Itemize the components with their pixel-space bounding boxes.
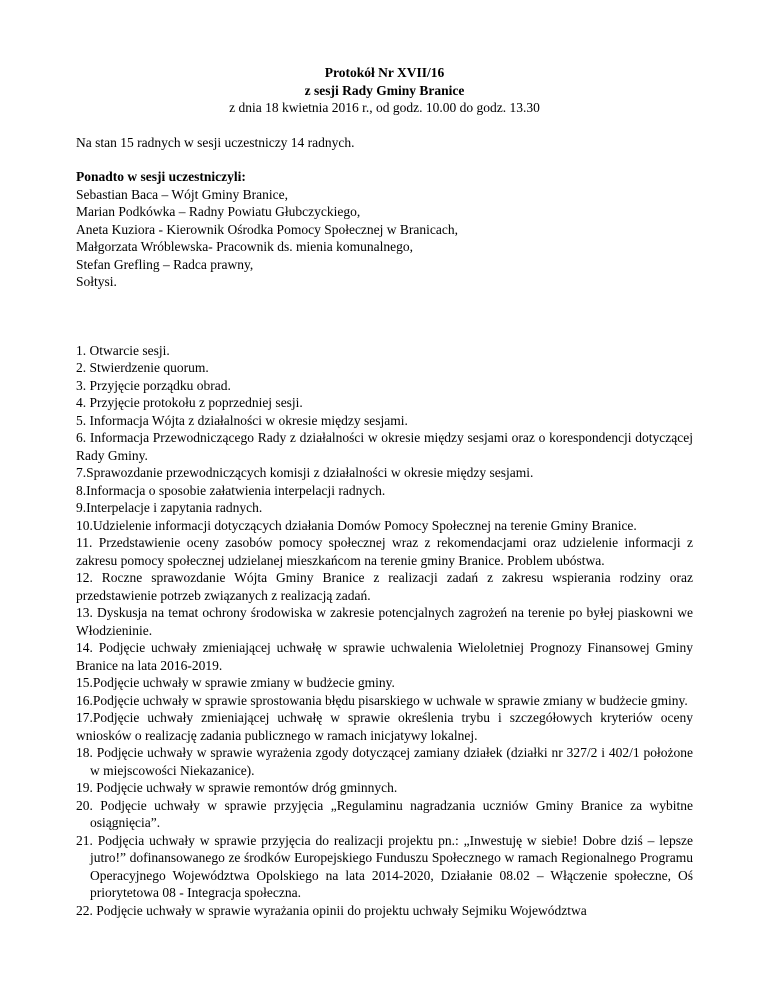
- participant-item: Sołtysi.: [76, 274, 117, 289]
- agenda-item: 5. Informacja Wójta z działalności w okresie między sesjami.: [76, 412, 408, 428]
- agenda-list: [76, 342, 693, 920]
- agenda-item: 11. Przedstawienie oceny zasobów pomocy społecznej wraz z rekomendacjami oraz udzielenie informacji z zakresu pomocy społecznej udzielanej mieszkańcom na terenie gminy Branice. Problem ubóstwa.: [76, 535, 693, 568]
- agenda-item: 13. Dyskusja na temat ochrony środowiska w zakresie potencjalnych zagrożeń na terenie po byłej piaskowni we Włodzieninie.: [76, 605, 693, 638]
- agenda-item: 6. Informacja Przewodniczącego Rady z działalności w okresie między sesjami oraz o korespondencji dotyczącej Rady Gminy.: [76, 430, 693, 463]
- agenda-item: 9.Interpelacje i zapytania radnych.: [76, 500, 263, 515]
- agenda-item: 8.Informacja o sposobie załatwienia interpelacji radnych.: [76, 482, 386, 498]
- participant-item: Stefan Grefling – Radca prawny,: [76, 256, 254, 272]
- agenda-item: 22. Podjęcie uchwały w sprawie wyrażania opinii do projektu uchwały Sejmiku Województwa: [76, 902, 587, 918]
- participants-section: [76, 168, 693, 291]
- document-page: [76, 64, 693, 919]
- agenda-item: 17.Podjęcie uchwały zmieniającej uchwałę w sprawie określenia trybu i szczegółowych kryteriów oceny wniosków o realizację zadania publicznego w ramach inicjatywy lokalnej.: [76, 710, 693, 743]
- agenda-item: 1. Otwarcie sesji.: [76, 342, 170, 358]
- agenda-item: 3. Przyjęcie porządku obrad.: [76, 377, 231, 393]
- agenda-item: 20. Podjęcie uchwały w sprawie przyjęcia „Regulaminu nagradzania uczniów Gminy Branice za wybitne osiągnięcia”.: [76, 797, 693, 830]
- participant-item: Marian Podkówka – Radny Powiatu Głubczyckiego,: [76, 204, 361, 219]
- document-header: [76, 64, 693, 117]
- agenda-item: 15.Podjęcie uchwały w sprawie zmiany w budżecie gminy.: [76, 675, 395, 690]
- agenda-item: 18. Podjęcie uchwały w sprawie wyrażenia zgody dotyczącej zamiany działek (działki nr 327/2 i 402/1 położone w miejscowości Niekazanice).: [76, 745, 693, 778]
- agenda-item: 12. Roczne sprawozdanie Wójta Gminy Branice z realizacji zadań z zakresu wspierania rodziny oraz przedstawienie potrzeb związanych z realizacją zadań.: [76, 570, 693, 603]
- session-date: z dnia 18 kwietnia 2016 r., od godz. 10.00 do godz. 13.30: [229, 100, 540, 115]
- document-subtitle: z sesji Rady Gminy Branice: [304, 82, 465, 98]
- document-title: Protokół Nr XVII/16: [324, 65, 445, 80]
- participants-heading: Ponadto w sesji uczestniczyli:: [76, 169, 246, 184]
- agenda-item: 14. Podjęcie uchwały zmieniającej uchwałę w sprawie uchwalenia Wieloletniej Prognozy Finansowej Gminy Branice na lata 2016-2019.: [76, 640, 693, 673]
- agenda-item: 16.Podjęcie uchwały w sprawie sprostowania błędu pisarskiego w uchwale w sprawie zmiany w budżecie gminy.: [76, 692, 688, 708]
- participant-item: Aneta Kuziora - Kierownik Ośrodka Pomocy Społecznej w Branicach,: [76, 221, 459, 237]
- participant-item: Małgorzata Wróblewska- Pracownik ds. mienia komunalnego,: [76, 239, 413, 254]
- attendance-text: Na stan 15 radnych w sesji uczestniczy 14 radnych.: [76, 134, 355, 150]
- agenda-item: 19. Podjęcie uchwały w sprawie remontów dróg gminnych.: [76, 780, 398, 795]
- agenda-item: 2. Stwierdzenie quorum.: [76, 360, 209, 375]
- participant-item: Sebastian Baca – Wójt Gminy Branice,: [76, 186, 288, 202]
- agenda-item: 10.Udzielenie informacji dotyczących działania Domów Pomocy Społecznej na terenie Gminy Branice.: [76, 517, 637, 533]
- agenda-item: 21. Podjęcia uchwały w sprawie przyjęcia do realizacji projektu pn.: „Inwestuję w siebie! Dobre dziś – lepsze jutro!” dofinansowanego ze środków Europejskiego Funduszu Społecznego w ramach Regionalnego Programu Operacyjnego Województwa Opolskiego na lata 2014-2020, Działanie 08.02 – Włączenie społeczne, Oś priorytetowa 08 - Integracja społeczna.: [76, 832, 693, 900]
- agenda-item: 4. Przyjęcie protokołu z poprzedniej sesji.: [76, 395, 303, 410]
- agenda-item: 7.Sprawozdanie przewodniczących komisji z działalności w okresie między sesjami.: [76, 465, 534, 480]
